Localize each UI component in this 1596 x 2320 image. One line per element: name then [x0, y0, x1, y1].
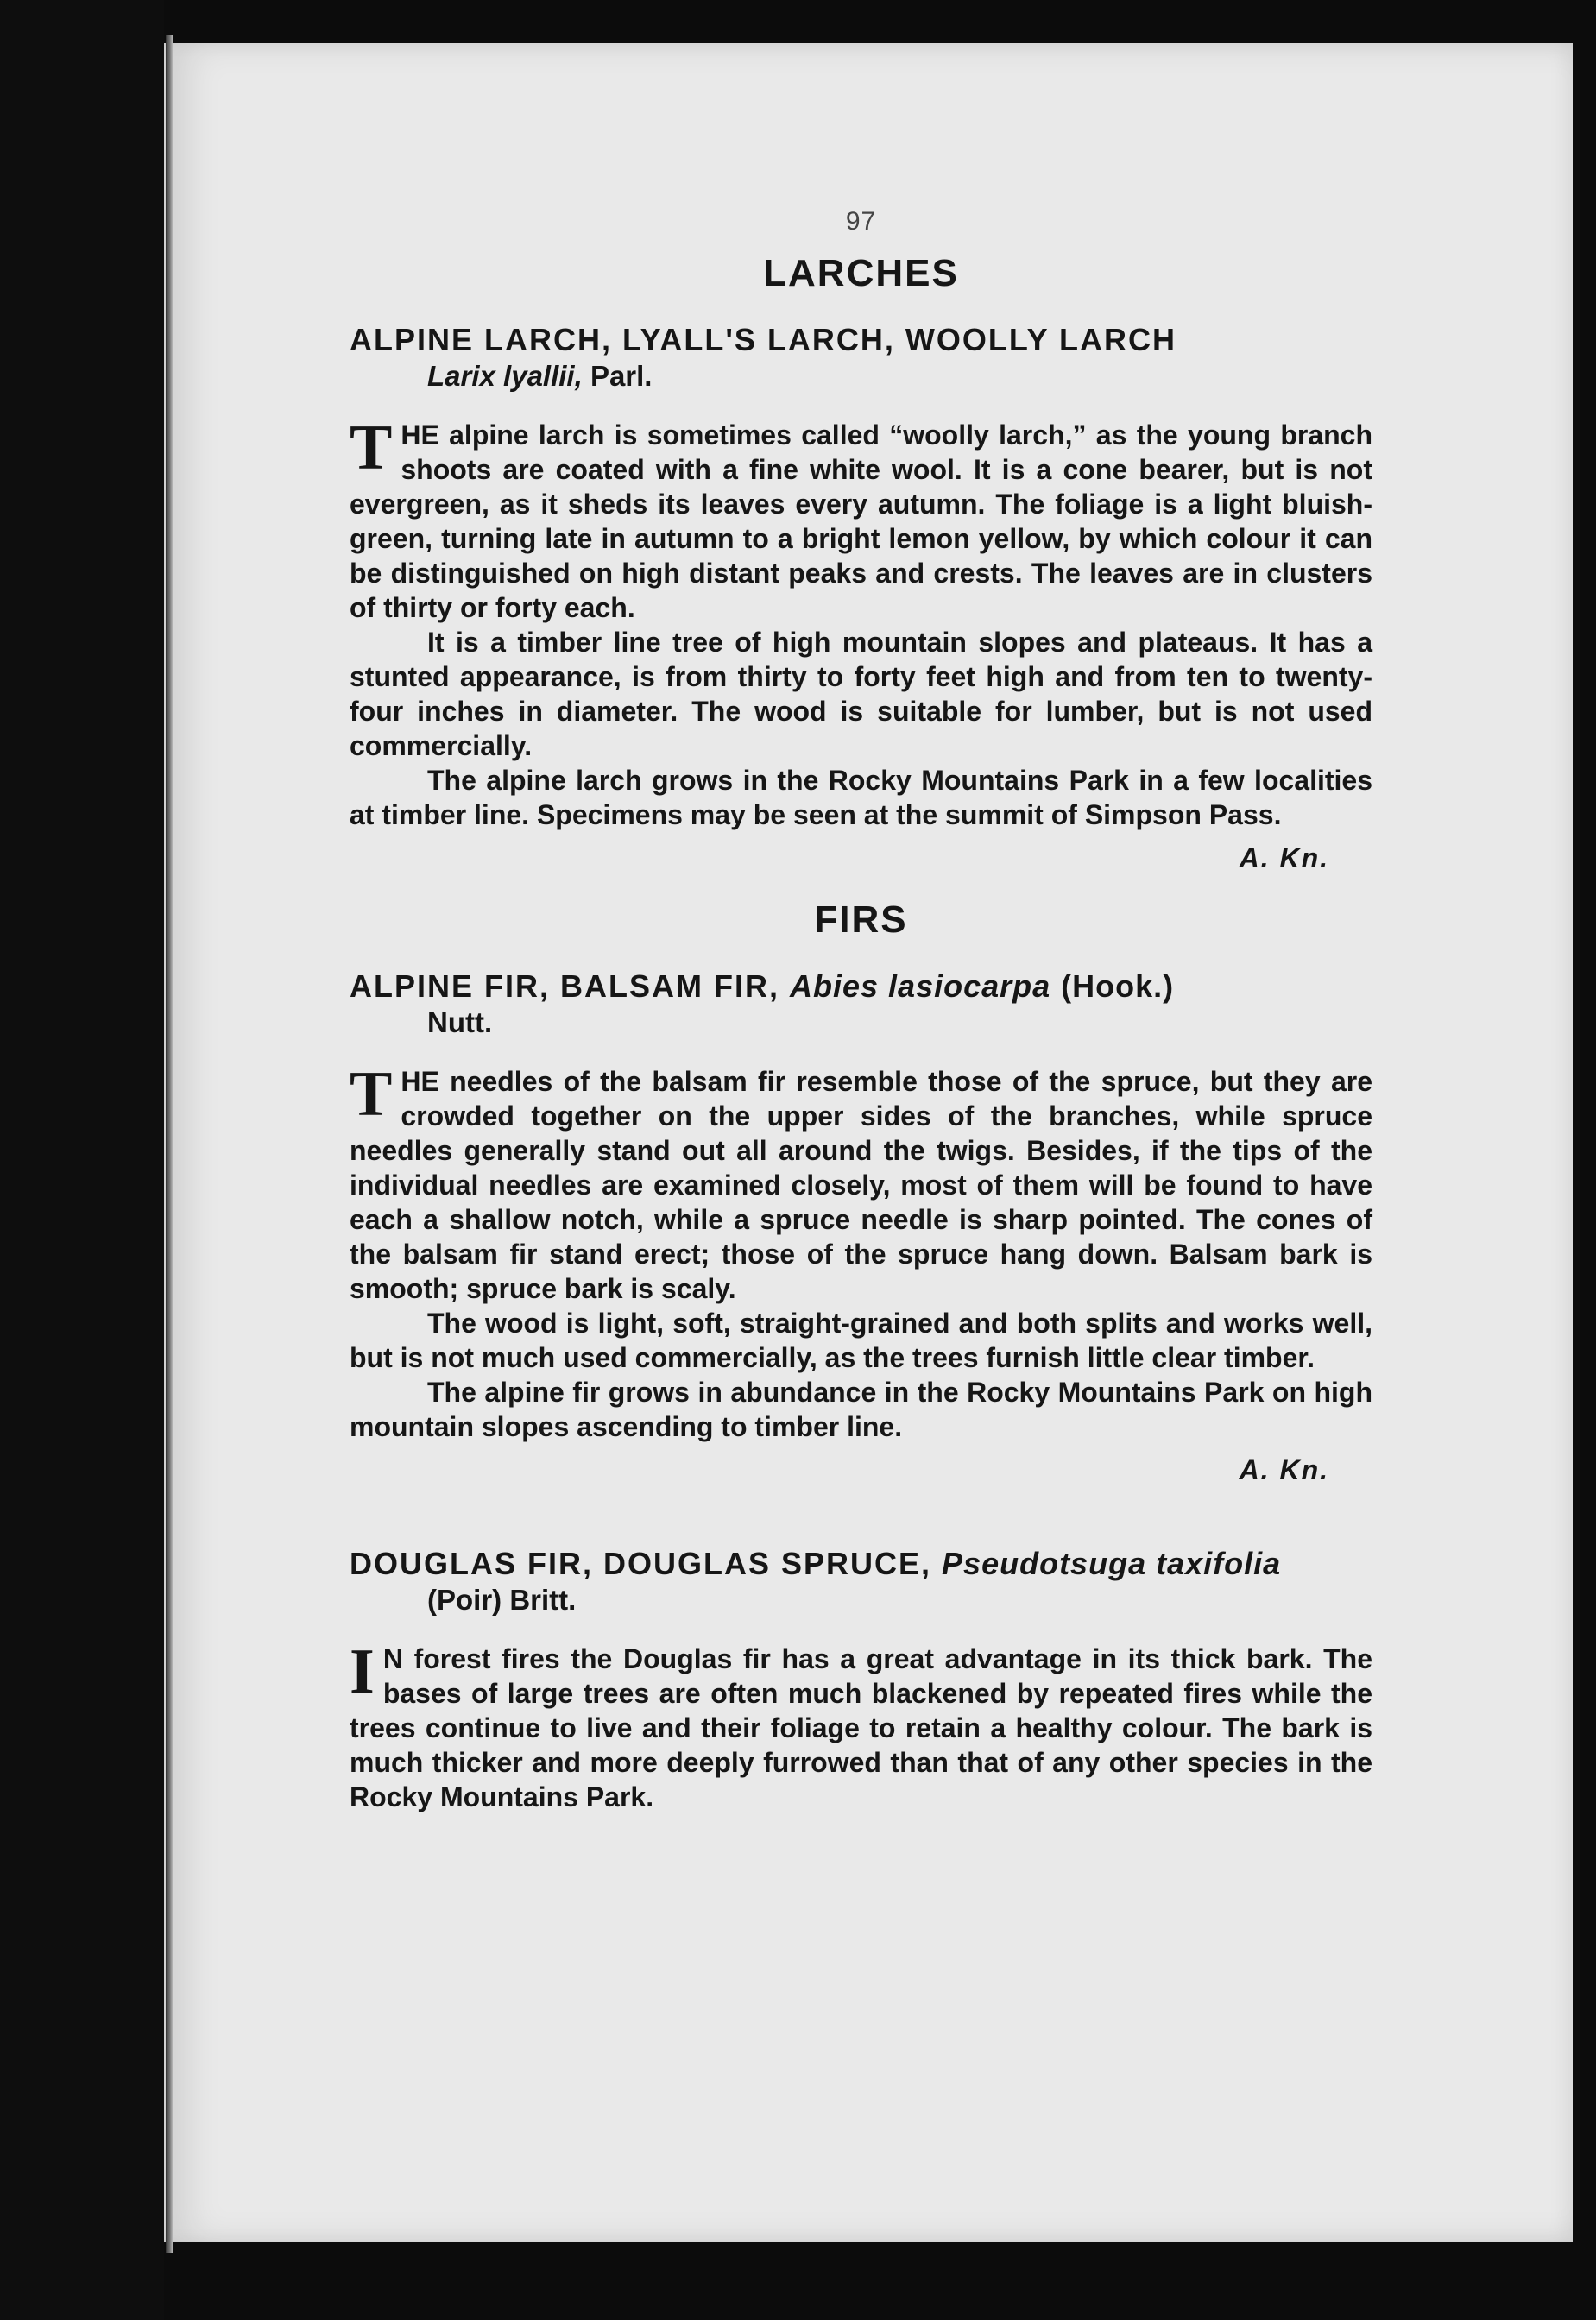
- drop-cap: T: [350, 413, 393, 483]
- entry-heading-text: ALPINE FIR, BALSAM FIR,: [350, 968, 779, 1004]
- authority: (Poir) Britt.: [427, 1584, 577, 1616]
- entry-binomial: [350, 1006, 1372, 1040]
- drop-cap: I: [350, 1636, 375, 1707]
- paragraph-text: HE alpine larch is sometimes called “woolly larch,” as the young branch shoots are coated with a fine white wool. It is a cone bearer, but is not evergreen, as it sheds its leaves every autumn. The foliage is a light bluish-green, turning late in autumn to a bright lemon yellow, by which colour it can be distinguished on high distant peaks and crests. The leaves are in clusters of thirty or forty each.: [350, 419, 1372, 623]
- latin-name: Larix lyallii,: [427, 360, 583, 392]
- page-number: 97: [845, 207, 877, 236]
- drop-cap: T: [350, 1059, 393, 1130]
- paragraph: [350, 1636, 1372, 1814]
- latin-name: Pseudotsuga taxifolia: [942, 1546, 1282, 1581]
- spacer: [350, 1510, 1372, 1545]
- entry-heading-alpine-larch: [350, 321, 1372, 359]
- section-title-firs: FIRS: [814, 898, 908, 941]
- paragraph: The alpine fir grows in abundance in the Rocky Mountains Park on high mountain slopes ascending to timber line.: [350, 1377, 1372, 1442]
- entry-heading-alpine-fir: [350, 968, 1372, 1006]
- scan-margin: [0, 0, 164, 2320]
- paragraph-text: HE needles of the balsam fir resemble those of the spruce, but they are crowded together on the upper sides of the branches, while spruce needles generally stand out all around the twigs. Besides, if the tips of the individual needles are examined closely, most of them will be found to have each a shallow notch, while a spruce needle is sharp pointed. The cones of the balsam fir stand erect; those of the spruce hang down. Balsam bark is smooth; spruce bark is scaly.: [350, 1066, 1372, 1304]
- paragraph: It is a timber line tree of high mountain slopes and plateaus. It has a stunted appearance, is from thirty to forty feet high and from ten to twenty-four inches in diameter. The wood is suitable for lumber, but is not used commercially.: [350, 627, 1372, 761]
- entry-heading-text: DOUGLAS FIR, DOUGLAS SPRUCE,: [350, 1546, 932, 1581]
- entry-binomial: [350, 359, 1372, 394]
- paragraph: [350, 1059, 1372, 1306]
- paragraph: The wood is light, soft, straight-grained and both splits and works well, but is not much used commercially, as the trees furnish little clear timber.: [350, 1308, 1372, 1373]
- page-spine-edge: [166, 35, 173, 2253]
- latin-name: Abies lasiocarpa: [790, 968, 1051, 1004]
- paragraph: [350, 413, 1372, 625]
- section-title-larches: LARCHES: [763, 252, 959, 294]
- paragraph-text: N forest fires the Douglas fir has a great advantage in its thick bark. The bases of large trees are often much blackened by repeated fires while the trees continue to live and their foliage to retain a healthy colour. The bark is much thicker and more deeply furrowed than that of any other species in the Rocky Mountains Park.: [350, 1643, 1372, 1812]
- page-text: [350, 207, 1372, 1814]
- author-signature: A. Kn.: [1239, 1454, 1329, 1485]
- author-signature: A. Kn.: [1239, 842, 1329, 873]
- entry-binomial: [350, 1583, 1372, 1617]
- authority: Nutt.: [427, 1006, 493, 1038]
- entry-heading-text: ALPINE LARCH, LYALL'S LARCH, WOOLLY LARCH: [350, 322, 1176, 357]
- entry-heading-douglas-fir: [350, 1545, 1372, 1583]
- paragraph: The alpine larch grows in the Rocky Mountains Park in a few localities at timber line. Specimens may be seen at the summit of Simpson Pass.: [350, 765, 1372, 830]
- authority: (Hook.): [1061, 968, 1175, 1004]
- authority: Parl.: [590, 360, 653, 392]
